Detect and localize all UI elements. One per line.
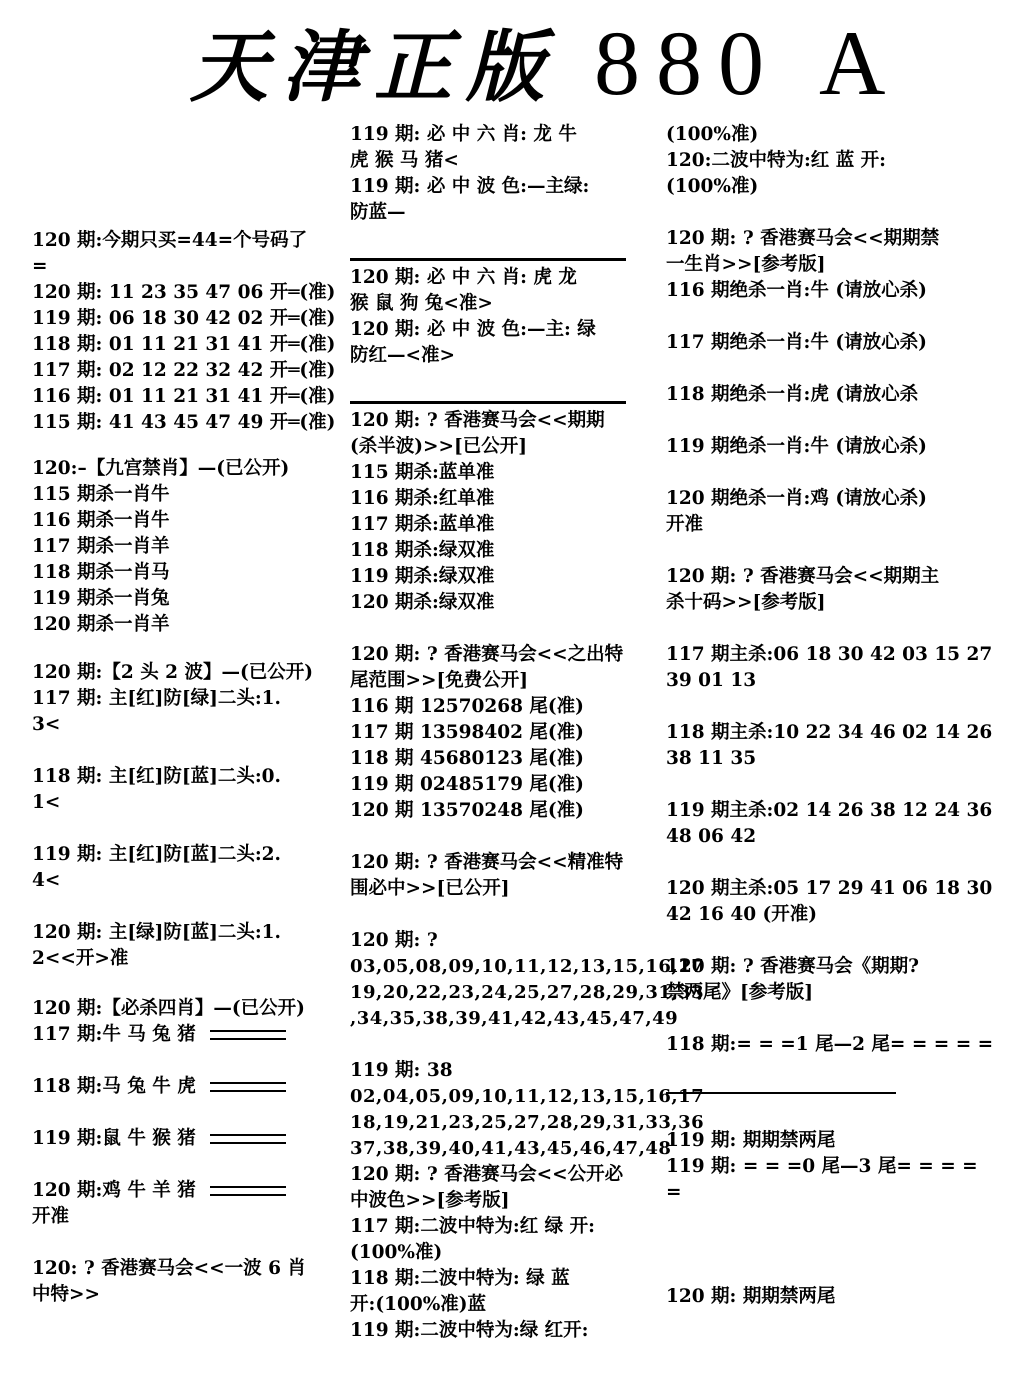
list-item: 120 期:鸡 牛 羊 猪 — [32, 1178, 312, 1204]
section-heading: (杀半波)>>[已公开] — [350, 436, 528, 457]
section-heading: 120 期:【2 头 2 波】—(已公开) — [32, 662, 313, 683]
list-item: 119 期:鼠 牛 猴 猪 — [32, 1126, 312, 1152]
section-heading: 120 期:【必杀四肖】—(已公开) — [32, 998, 305, 1019]
section-heading: 杀十码>>[参考版] — [666, 592, 826, 613]
section-119-six — [350, 122, 630, 226]
list-item: 虎 猴 马 猪< — [350, 150, 459, 171]
list-item: 119 期: 06 18 30 42 02 开═(准) — [32, 308, 336, 329]
list-item: 120 期绝杀一肖:鸡 (请放心杀) — [666, 488, 927, 509]
section-heading: 120 期: ? 香港赛马会<<精准特 — [350, 852, 624, 873]
list-item: 116 期 12570268 尾(准) — [350, 696, 584, 717]
section-precise-range — [350, 850, 630, 902]
list-item: 120 期: 11 23 35 47 06 开═(准) — [32, 282, 336, 303]
list-item: 119 期: 必 中 波 色:—主绿: — [350, 176, 590, 197]
section-heading: 一生肖>>[参考版] — [666, 254, 826, 275]
list-item: 118 期杀一肖马 — [32, 562, 170, 583]
list-item: 119 期 02485179 尾(准) — [350, 774, 584, 795]
list-item-continuation: 4< — [32, 870, 61, 891]
list-item: 猴 鼠 狗 兔<准> — [350, 293, 493, 314]
section-heading: 120:–【九宫禁肖】—(已公开) — [32, 458, 290, 479]
number-row: 19,20,22,23,24,25,27,28,29,31,33 — [350, 982, 705, 1003]
list-item: 117 期杀一肖羊 — [32, 536, 170, 557]
section-heading: 尾范围>>[免费公开] — [350, 670, 529, 691]
list-item: 116 期杀一肖牛 — [32, 510, 170, 531]
section-nine-palace — [32, 456, 312, 638]
section-heading: 120 期: ? 香港赛马会《期期? — [666, 956, 919, 977]
list-item: 118 期: 主[红]防[蓝]二头:0. — [32, 766, 281, 787]
heading-tail: = — [32, 256, 48, 277]
list-item: 117 期杀:蓝单准 — [350, 514, 495, 535]
section-120-numbers — [350, 928, 705, 1032]
divider — [666, 1092, 896, 1094]
list-item: 防红—<准> — [350, 345, 456, 366]
double-rule — [210, 1082, 286, 1092]
list-item: 117 期主杀:06 18 30 42 03 15 27 — [666, 644, 993, 665]
list-item: 117 期: 02 12 22 32 42 开═(准) — [32, 360, 336, 381]
section-heading: 120 期: ? 香港赛马会<<期期主 — [666, 566, 940, 587]
list-item: 115 期: 41 43 45 47 49 开═(准) — [32, 412, 336, 433]
result-tag: 开准 — [666, 514, 704, 535]
list-item: 119 期: 必 中 六 肖: 龙 牛 — [350, 124, 577, 145]
list-item: 118 期:马 兔 牛 虎 — [32, 1074, 312, 1100]
list-item-continuation: 38 11 35 — [666, 748, 757, 769]
number-row: 03,05,08,09,10,11,12,13,15,16,17 — [350, 956, 705, 977]
list-item: 119 期绝杀一肖:牛 (请放心杀) — [666, 436, 927, 457]
title-chinese: 天津正版 — [190, 22, 559, 113]
list-item: 119 期: = = =0 尾—3 尾= = = = — [666, 1156, 978, 1177]
double-rule — [210, 1186, 286, 1196]
number-row: ,34,35,38,39,41,42,43,45,47,49 — [350, 1008, 679, 1029]
list-item: 119 期: 期期禁两尾 — [666, 1130, 836, 1151]
section-kill-ten — [666, 564, 993, 928]
list-item: 115 期杀一肖牛 — [32, 484, 170, 505]
title-number: 880 A — [594, 12, 902, 114]
double-rule — [210, 1030, 286, 1040]
section-heading: 120 期: ? — [350, 930, 438, 951]
list-item-continuation: 48 06 42 — [666, 826, 757, 847]
list-item: 120 期杀:绿双准 — [350, 592, 495, 613]
section-heading: 禁两尾》[参考版] — [666, 982, 814, 1003]
list-item: 118 期主杀:10 22 34 46 02 14 26 — [666, 722, 993, 743]
list-item: 119 期杀:绿双准 — [350, 566, 495, 587]
section-special-tail-range — [350, 642, 630, 824]
section-two-wave-color — [350, 1162, 630, 1344]
section-heading: 120 期: ? 香港赛马会<<之出特 — [350, 644, 624, 665]
heading-tail: 中特>> — [32, 1284, 101, 1305]
list-item: 117 期:牛 马 兔 猪 — [32, 1022, 312, 1048]
result-tag: 开准 — [32, 1206, 70, 1227]
list-item: 117 期: 主[红]防[绿]二头:1. — [32, 688, 281, 709]
section-heading: 120 期: ? 香港赛马会<<公开必 — [350, 1164, 624, 1185]
page-title — [190, 12, 902, 114]
list-item: 116 期绝杀一肖:牛 (请放心杀) — [666, 280, 927, 301]
section-119-numbers — [350, 1058, 705, 1162]
list-item: 116 期杀:红单准 — [350, 488, 495, 509]
list-item: 开:(100%准)蓝 — [350, 1294, 487, 1315]
list-item: 119 期:二波中特为:绿 红开: — [350, 1320, 589, 1341]
section-two-heads-two-waves — [32, 660, 312, 972]
list-item: 118 期:二波中特为: 绿 蓝 — [350, 1268, 570, 1289]
list-item: 119 期杀一肖兔 — [32, 588, 170, 609]
section-heading: 120: ? 香港赛马会<<一波 6 肖 — [32, 1258, 306, 1279]
section-heading: 120 期: ? 香港赛马会<<期期 — [350, 410, 605, 431]
section-heading: 围必中>>[已公开] — [350, 878, 510, 899]
list-item: 117 期:二波中特为:红 绿 开: — [350, 1216, 595, 1237]
section-ban-one-zodiac — [666, 226, 942, 538]
list-item: 118 期绝杀一肖:虎 (请放心杀 — [666, 384, 919, 405]
list-item-continuation: 3< — [32, 714, 61, 735]
list-item: (100%准) — [666, 124, 759, 145]
list-item: (100%准) — [350, 1242, 443, 1263]
list-item: 120:二波中特为:红 蓝 开: — [666, 150, 886, 171]
list-item: 118 期杀:绿双准 — [350, 540, 495, 561]
list-item-continuation: 1< — [32, 792, 61, 813]
list-item-continuation: 39 01 13 — [666, 670, 757, 691]
divider — [350, 401, 626, 404]
list-item: 119 期: 主[红]防[蓝]二头:2. — [32, 844, 281, 865]
list-item: 117 期 13598402 尾(准) — [350, 722, 584, 743]
divider — [350, 258, 626, 261]
list-item: 118 期 45680123 尾(准) — [350, 748, 584, 769]
list-item: 120 期: 期期禁两尾 — [666, 1286, 836, 1307]
section-heading: 120 期:今期只买=44=个号码了 — [32, 230, 308, 251]
list-item: 120 期: 必 中 波 色:—主: 绿 — [350, 319, 596, 340]
number-row: 18,19,21,23,25,27,28,29,31,33,36 — [350, 1112, 705, 1133]
list-item: (100%准) — [666, 176, 759, 197]
section-ban-two-tails — [666, 954, 994, 1310]
section-must-kill-four — [32, 996, 312, 1230]
list-item-continuation: 42 16 40 (开准) — [666, 904, 818, 925]
section-heading: 120 期: ? 香港赛马会<<期期禁 — [666, 228, 940, 249]
list-item-continuation: 2<<开>准 — [32, 948, 129, 969]
list-item: 117 期绝杀一肖:牛 (请放心杀) — [666, 332, 927, 353]
section-kill-half-wave — [350, 408, 630, 616]
list-item: 120 期 13570248 尾(准) — [350, 800, 584, 821]
number-row: 02,04,05,09,10,11,12,13,15,16,17 — [350, 1086, 705, 1107]
column-left — [32, 228, 336, 1308]
list-item: 118 期:= = =1 尾—2 尾= = = = = — [666, 1034, 994, 1055]
list-item: 120 期杀一肖羊 — [32, 614, 170, 635]
list-item-continuation: = — [666, 1182, 682, 1203]
section-120-six — [350, 265, 630, 369]
section-44-numbers — [32, 228, 336, 436]
list-item: 防蓝— — [350, 202, 406, 223]
list-item: 116 期: 01 11 21 31 41 开═(准) — [32, 386, 336, 407]
list-item: 120 期主杀:05 17 29 41 06 18 30 — [666, 878, 993, 899]
double-rule — [210, 1134, 286, 1144]
list-item: 120 期: 必 中 六 肖: 虎 龙 — [350, 267, 577, 288]
section-heading: 119 期: 38 — [350, 1060, 453, 1081]
list-item: 119 期主杀:02 14 26 38 12 24 36 — [666, 800, 993, 821]
column-right — [666, 122, 994, 1310]
section-two-wave-cont — [666, 122, 942, 200]
list-item: 115 期杀:蓝单准 — [350, 462, 495, 483]
list-item: 118 期: 01 11 21 31 41 开═(准) — [32, 334, 336, 355]
number-row: 37,38,39,40,41,43,45,46,47,48 — [350, 1138, 672, 1159]
section-heading: 中波色>>[参考版] — [350, 1190, 510, 1211]
list-item: 120 期: 主[绿]防[蓝]二头:1. — [32, 922, 281, 943]
section-one-wave-six — [32, 1256, 312, 1308]
